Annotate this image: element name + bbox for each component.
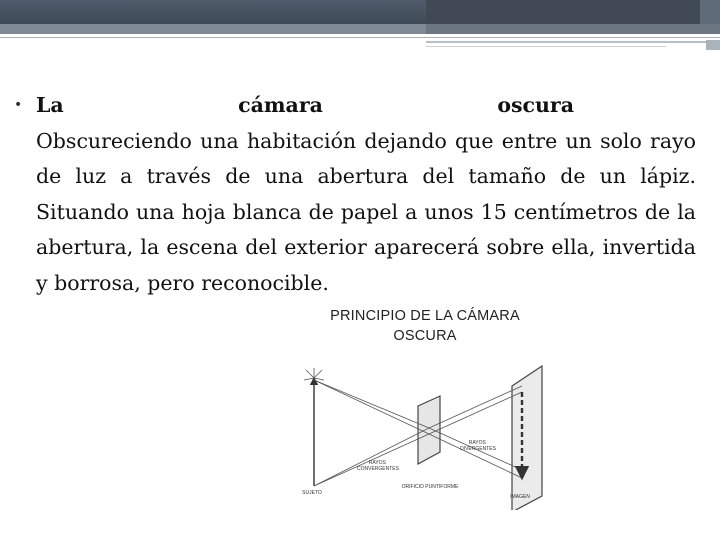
decorative-accent (706, 40, 720, 50)
bullet-heading (36, 88, 574, 124)
decorative-line (426, 46, 666, 47)
bullet-body: Obscureciendo una habitación dejando que entre un solo rayo de luz a través de una abertura del tamaño de un lápiz. Situando una hoja blanca de papel a unos 15 centímetros de la abertura, la escena del exterior aparecerá sobre ella, invertida y borrosa, pero reconocible. (36, 128, 696, 295)
decorative-line (0, 37, 720, 38)
heading-word: cámara (238, 93, 323, 117)
label-image: IMAGEN (510, 494, 530, 500)
bullet-point (14, 88, 696, 301)
heading-word: oscura (497, 93, 574, 117)
top-accent-block (700, 0, 720, 24)
label-pinhole: ORIFICIO PUNTIFORME (401, 484, 459, 490)
label-subject: SUJETO (302, 490, 322, 496)
camera-obscura-diagram (290, 300, 560, 510)
diagram-title-line2: OSCURA (393, 328, 457, 344)
light-source-burst (304, 368, 324, 380)
label-rays-converging: RAYOS CONVERGENTES (357, 460, 399, 472)
diagram-title-line1: PRINCIPIO DE LA CÁMARA (330, 308, 520, 324)
decorative-line (426, 41, 720, 43)
secondary-decorative-bar-right (426, 24, 720, 34)
top-decorative-bar-right (426, 0, 720, 24)
heading-word: La (36, 93, 64, 117)
label-rays-diverging: RAYOS DIVERGENTES (460, 440, 496, 452)
image-screen (512, 366, 542, 510)
bullet-dot-icon: • (14, 97, 23, 113)
diagram-title (312, 306, 538, 346)
